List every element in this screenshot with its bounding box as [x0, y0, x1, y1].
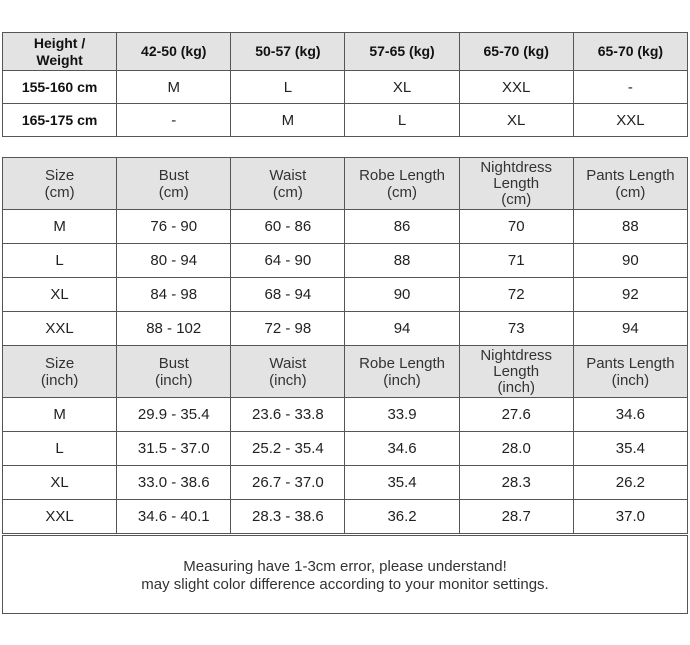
corner-label-line2: Weight: [36, 51, 83, 68]
robe-length-cell: 88: [345, 244, 459, 278]
size-cell: XXL: [459, 71, 573, 104]
header-unit: (cm): [501, 190, 532, 208]
header-line: Robe Length: [359, 166, 445, 184]
header-line: Robe Length: [359, 354, 445, 372]
size-cell: XL: [3, 278, 117, 312]
table-row: [3, 500, 688, 534]
table-row: [3, 312, 688, 346]
waist-cell: 28.3 - 38.6: [231, 500, 345, 534]
robe-length-cell: 36.2: [345, 500, 459, 534]
bust-cell: 33.0 - 38.6: [117, 466, 231, 500]
header-line: Bust: [158, 354, 189, 372]
robe-length-cell: 94: [345, 312, 459, 346]
nightdress-length-cell: 72: [459, 278, 573, 312]
waist-cell: 72 - 98: [231, 312, 345, 346]
header-unit: (inch): [154, 371, 193, 389]
waist-cell: 25.2 - 35.4: [231, 432, 345, 466]
header-unit: (inch): [383, 371, 421, 389]
weight-column-header: 50-57 (kg): [231, 33, 345, 71]
measurement-note: [2, 535, 688, 614]
header-unit: (inch): [269, 371, 307, 389]
size-cell: -: [573, 71, 687, 104]
waist-header: [231, 158, 345, 210]
robe-length-cell: 34.6: [345, 432, 459, 466]
measurement-size-table: [2, 157, 688, 534]
header-line: Waist: [269, 166, 307, 184]
table-row: [3, 244, 688, 278]
nightdress-length-header: [459, 346, 573, 398]
bust-cell: 29.9 - 35.4: [117, 398, 231, 432]
table-row: [3, 278, 688, 312]
header-line: Length: [493, 174, 540, 192]
size-cell: XXL: [3, 500, 117, 534]
size-cell: M: [3, 210, 117, 244]
header-unit: (cm): [387, 183, 418, 201]
robe-length-header: [345, 158, 459, 210]
pants-length-cell: 90: [573, 244, 687, 278]
header-line: Length: [493, 362, 540, 380]
size-cell: L: [231, 71, 345, 104]
corner-header-cell: [3, 33, 117, 71]
nightdress-length-cell: 28.7: [459, 500, 573, 534]
bust-cell: 31.5 - 37.0: [117, 432, 231, 466]
pants-length-cell: 37.0: [573, 500, 687, 534]
size-cell: M: [3, 398, 117, 432]
size-cell: XL: [3, 466, 117, 500]
inch-header-row: [3, 346, 688, 398]
robe-length-cell: 86: [345, 210, 459, 244]
header-line: Nightdress: [480, 346, 553, 364]
bust-cell: 76 - 90: [117, 210, 231, 244]
nightdress-length-cell: 71: [459, 244, 573, 278]
table-row: [3, 398, 688, 432]
waist-header: [231, 346, 345, 398]
pants-length-cell: 94: [573, 312, 687, 346]
robe-length-header: [345, 346, 459, 398]
note-line-color: may slight color difference according to your monitor settings.: [141, 576, 549, 593]
bust-cell: 34.6 - 40.1: [117, 500, 231, 534]
table-row: [3, 432, 688, 466]
robe-length-cell: 33.9: [345, 398, 459, 432]
table-row: [3, 466, 688, 500]
waist-cell: 60 - 86: [231, 210, 345, 244]
waist-cell: 23.6 - 33.8: [231, 398, 345, 432]
weight-column-header: 42-50 (kg): [117, 33, 231, 71]
size-cell: XL: [459, 104, 573, 137]
size-cell: XXL: [3, 312, 117, 346]
bust-cell: 88 - 102: [117, 312, 231, 346]
corner-label-line1: Height /: [33, 34, 86, 51]
waist-cell: 68 - 94: [231, 278, 345, 312]
cm-header-row: [3, 158, 688, 210]
header-line: Size: [44, 354, 75, 372]
nightdress-length-cell: 73: [459, 312, 573, 346]
size-cell: M: [231, 104, 345, 137]
weight-header-row: [3, 33, 688, 71]
header-unit: (cm): [272, 183, 303, 201]
nightdress-length-cell: 28.0: [459, 432, 573, 466]
header-line: Pants Length: [586, 166, 675, 184]
robe-length-cell: 35.4: [345, 466, 459, 500]
nightdress-length-cell: 70: [459, 210, 573, 244]
size-header: [3, 346, 117, 398]
size-cell: M: [117, 71, 231, 104]
table-row: [3, 71, 688, 104]
weight-column-header: 65-70 (kg): [573, 33, 687, 71]
bust-header: [117, 158, 231, 210]
header-line: Waist: [269, 354, 307, 372]
waist-cell: 26.7 - 37.0: [231, 466, 345, 500]
nightdress-length-cell: 28.3: [459, 466, 573, 500]
header-line: Bust: [158, 166, 189, 184]
pants-length-header: [573, 158, 687, 210]
size-cell: XL: [345, 71, 459, 104]
pants-length-header: [573, 346, 687, 398]
header-unit: (inch): [497, 378, 535, 396]
bust-cell: 80 - 94: [117, 244, 231, 278]
size-cell: XXL: [573, 104, 687, 137]
pants-length-cell: 35.4: [573, 432, 687, 466]
bust-cell: 84 - 98: [117, 278, 231, 312]
pants-length-cell: 92: [573, 278, 687, 312]
size-cell: L: [3, 244, 117, 278]
height-weight-size-table: [2, 32, 688, 137]
pants-length-cell: 34.6: [573, 398, 687, 432]
header-line: Nightdress: [480, 158, 553, 176]
height-row-header: 155-160 cm: [3, 71, 117, 104]
robe-length-cell: 90: [345, 278, 459, 312]
weight-column-header: 57-65 (kg): [345, 33, 459, 71]
note-line-error: Measuring have 1-3cm error, please understand!: [183, 558, 507, 575]
pants-length-cell: 88: [573, 210, 687, 244]
header-unit: (cm): [158, 183, 189, 201]
header-line: Size: [44, 166, 75, 184]
header-unit: (inch): [40, 371, 79, 389]
pants-length-cell: 26.2: [573, 466, 687, 500]
header-unit: (cm): [615, 183, 646, 201]
bust-header: [117, 346, 231, 398]
size-header: [3, 158, 117, 210]
size-cell: -: [117, 104, 231, 137]
header-line: Pants Length: [586, 354, 675, 372]
waist-cell: 64 - 90: [231, 244, 345, 278]
header-unit: (cm): [44, 183, 75, 201]
nightdress-length-cell: 27.6: [459, 398, 573, 432]
nightdress-length-header: [459, 158, 573, 210]
header-unit: (inch): [611, 371, 650, 389]
size-cell: L: [3, 432, 117, 466]
table-row: [3, 210, 688, 244]
weight-column-header: 65-70 (kg): [459, 33, 573, 71]
height-row-header: 165-175 cm: [3, 104, 117, 137]
table-row: [3, 104, 688, 137]
size-cell: L: [345, 104, 459, 137]
